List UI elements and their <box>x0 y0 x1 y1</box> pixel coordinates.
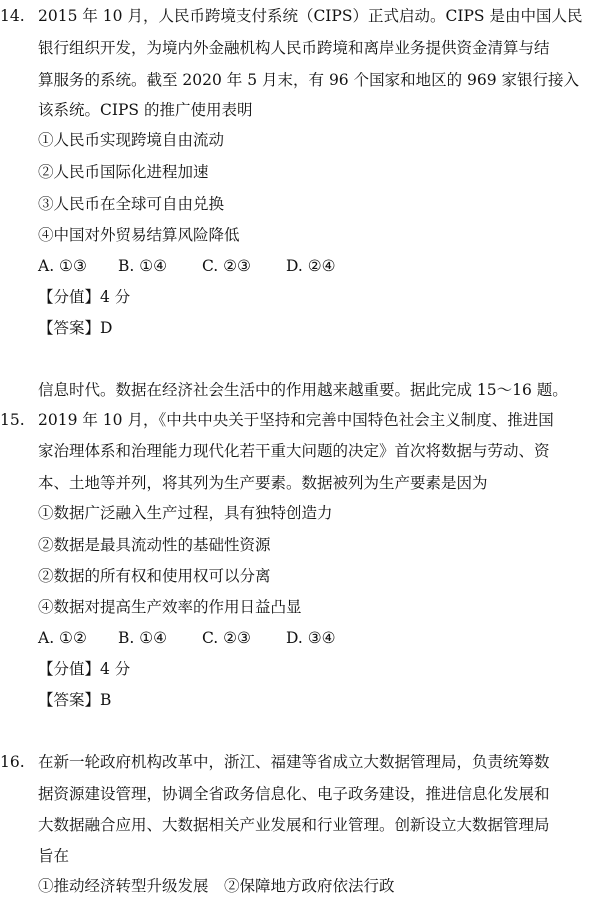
option-2: ②数据是最具流动性的基础性资源 <box>38 536 271 554</box>
question-number: 14. <box>0 7 25 25</box>
option-3: ②数据的所有权和使用权可以分离 <box>38 567 271 585</box>
options-line: ①推动经济转型升级发展 ②保障地方政府依法行政 <box>38 877 395 895</box>
choice-a: A. ①② <box>38 629 87 647</box>
option-2: ②人民币国际化进程加速 <box>38 163 209 181</box>
q15-line-1 <box>0 410 554 430</box>
question-number: 16. <box>0 753 25 771</box>
choice-c: C. ②③ <box>202 629 251 647</box>
choice-d: D. ②④ <box>286 257 336 275</box>
answer-choices <box>38 628 336 648</box>
question-stem: 2019 年 10 月，《中共中央关于坚持和完善中国特色社会主义制度、推进国 <box>38 411 554 429</box>
option-4: ④中国对外贸易结算风险降低 <box>38 226 240 244</box>
question-stem: 家治理体系和治理能力现代化若干重大问题的决定》首次将数据与劳动、资 <box>38 442 550 460</box>
answer-choices <box>38 256 336 276</box>
q14-line-1 <box>0 6 582 26</box>
question-stem: 大数据融合应用、大数据相关产业发展和行业管理。创新设立大数据管理局 <box>38 816 550 834</box>
section-intro: 信息时代。数据在经济社会生活中的作用越来越重要。据此完成 15～16 题。 <box>38 381 568 399</box>
q16-line-1 <box>0 752 550 772</box>
answer-label: 【答案】D <box>38 319 113 337</box>
question-stem: 银行组织开发，为境内外金融机构人民币跨境和离岸业务提供资金清算与结 <box>38 39 550 57</box>
question-stem: 旨在 <box>38 847 70 865</box>
score-label: 【分值】4 分 <box>38 288 131 306</box>
choice-d: D. ③④ <box>286 629 336 647</box>
choice-b: B. ①④ <box>118 257 168 275</box>
option-4: ④数据对提高生产效率的作用日益凸显 <box>38 598 302 616</box>
option-3: ③人民币在全球可自由兑换 <box>38 195 225 213</box>
question-number: 15. <box>0 411 25 429</box>
score-label: 【分值】4 分 <box>38 660 131 678</box>
choice-a: A. ①③ <box>38 257 87 275</box>
question-stem: 算服务的系统。截至 2020 年 5 月末，有 96 个国家和地区的 969 家银行接入 <box>38 71 580 89</box>
choice-c: C. ②③ <box>202 257 251 275</box>
question-stem: 2015 年 10 月，人民币跨境支付系统（CIPS）正式启动。CIPS 是由中国人民 <box>38 7 583 25</box>
option-1: ①人民币实现跨境自由流动 <box>38 131 225 149</box>
answer-label: 【答案】B <box>38 691 112 709</box>
choice-b: B. ①④ <box>118 629 168 647</box>
option-1: ①数据广泛融入生产过程，具有独特创造力 <box>38 504 333 522</box>
question-stem: 据资源建设管理，协调全省政务信息化、电子政务建设，推进信息化发展和 <box>38 785 550 803</box>
question-stem: 本、土地等并列，将其列为生产要素。数据被列为生产要素是因为 <box>38 474 488 492</box>
question-stem: 在新一轮政府机构改革中，浙江、福建等省成立大数据管理局，负责统筹数 <box>38 753 550 771</box>
question-stem: 该系统。CIPS 的推广使用表明 <box>38 101 253 119</box>
